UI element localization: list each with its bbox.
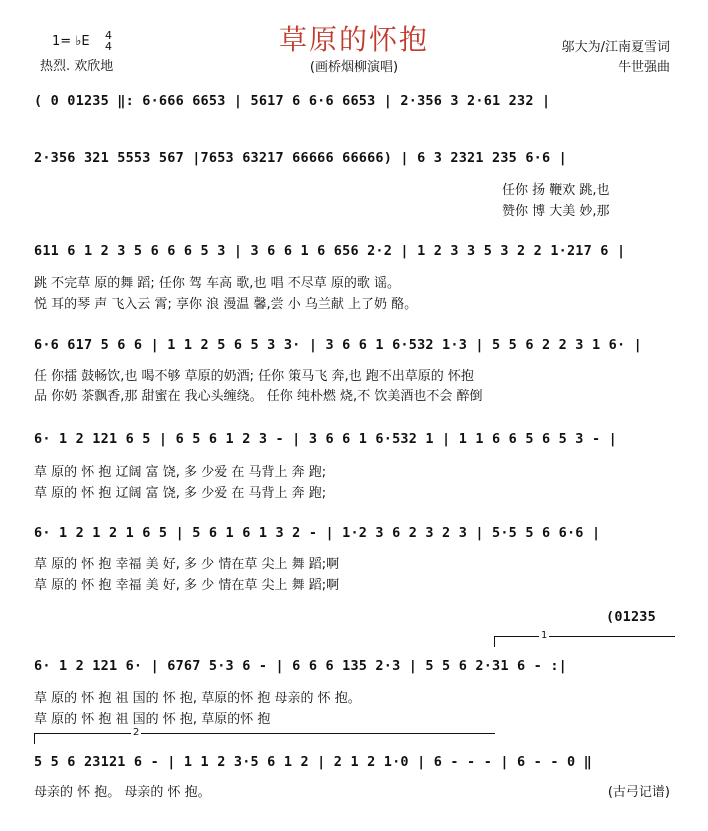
- notation-line: 6· 1 2 121 6· | 6767 5·3 6 - | 6 6 6 135 2·3 | 5 5 6 2·31 6 - :|: [34, 658, 567, 674]
- transcriber-credit: (古弓记谱): [607, 785, 670, 800]
- lyric-line: 草 原的 怀 抱 辽阔 富 饶, 多 少爱 在 马背上 奔 跑;: [34, 486, 327, 501]
- notation-line: ( 0 01235 ‖: 6·666 6653 | 5617 6 6·6 6653 | 2·356 3 2·61 232 |: [34, 93, 551, 109]
- time-signature: [105, 30, 112, 52]
- lyric-line: 品 你奶 茶飘香,那 甜蜜在 我心头缠绕。 任你 纯朴燃 烧,不 饮美酒也不会 醉倒: [34, 389, 483, 404]
- lyric-line: 草 原的 怀 抱 幸福 美 好, 多 少 情在草 尖上 舞 蹈;啊: [34, 578, 340, 593]
- lyric-line: 跳 不完草 原的舞 蹈; 任你 驾 车高 歌,也 唱 不尽草 原的歌 谣。: [34, 276, 400, 291]
- tempo-marking: 热烈. 欢欣地: [40, 59, 114, 74]
- meter-bottom: 4: [105, 40, 112, 53]
- lyric-line: 赞你 博 大美 妙,那: [502, 204, 610, 219]
- lyric-line: 任 你擂 鼓畅饮,也 喝不够 草原的奶酒; 任你 策马飞 奔,也 跑不出草原的 怀抱: [34, 369, 474, 384]
- lyricist-credit: 邬大为/江南夏雪词: [561, 40, 670, 55]
- intro-recall: (01235: [606, 609, 656, 625]
- lyric-line: 任你 扬 鞭欢 跳,也: [502, 183, 610, 198]
- notation-line: 611 6 1 2 3 5 6 6 6 5 3 | 3 6 6 1 6 656 2·2 | 1 2 3 3 5 3 2 2 1·217 6 |: [34, 243, 626, 259]
- lyric-line: 悦 耳的琴 声 飞入云 霄; 享你 浪 漫温 馨,尝 小 乌兰献 上了奶 酪。: [34, 297, 418, 312]
- volta-number: 1: [541, 630, 548, 641]
- volta-bracket-2: [34, 727, 495, 744]
- notation-line: 5 5 6 23121 6 - | 1 1 2 3·5 6 1 2 | 2 1 2 1·0 | 6 - - - | 6 - - 0 ‖: [34, 754, 592, 770]
- volta-bracket-1: [494, 630, 675, 647]
- page-title: 草原的怀抱: [278, 23, 429, 56]
- singer-credit: (画桥烟柳演唱): [309, 60, 399, 75]
- lyric-line: 母亲的 怀 抱。 母亲的 怀 抱。: [34, 785, 211, 800]
- composer-credit: 牛世强曲: [617, 60, 670, 75]
- notation-line: 6· 1 2 121 6 5 | 6 5 6 1 2 3 - | 3 6 6 1 6·532 1 | 1 1 6 6 5 6 5 3 - |: [34, 431, 617, 447]
- meter-top: 4: [105, 29, 112, 42]
- notation-line: 6·6 617 5 6 6 | 1 1 2 5 6 5 3 3· | 3 6 6 1 6·532 1·3 | 5 5 6 2 2 3 1 6· |: [34, 337, 642, 353]
- lyric-line: 草 原的 怀 抱 祖 国的 怀 抱, 草原的怀 抱 母亲的 怀 抱。: [34, 691, 361, 706]
- notation-line: 2·356 321 5553 567 |7653 63217 66666 66666) | 6 3 2321 235 6·6 |: [34, 150, 567, 166]
- notation-line: 6· 1 2 1 2 1 6 5 | 5 6 1 6 1 3 2 - | 1·2 3 6 2 3 2 3 | 5·5 5 6 6·6 |: [34, 525, 601, 541]
- volta-number: 2: [133, 727, 140, 738]
- key-signature: 1= ♭E: [52, 34, 90, 49]
- lyric-line: 草 原的 怀 抱 祖 国的 怀 抱, 草原的怀 抱: [34, 712, 271, 727]
- lyric-line: 草 原的 怀 抱 幸福 美 好, 多 少 情在草 尖上 舞 蹈;啊: [34, 557, 340, 572]
- lyric-line: 草 原的 怀 抱 辽阔 富 饶, 多 少爱 在 马背上 奔 跑;: [34, 465, 327, 480]
